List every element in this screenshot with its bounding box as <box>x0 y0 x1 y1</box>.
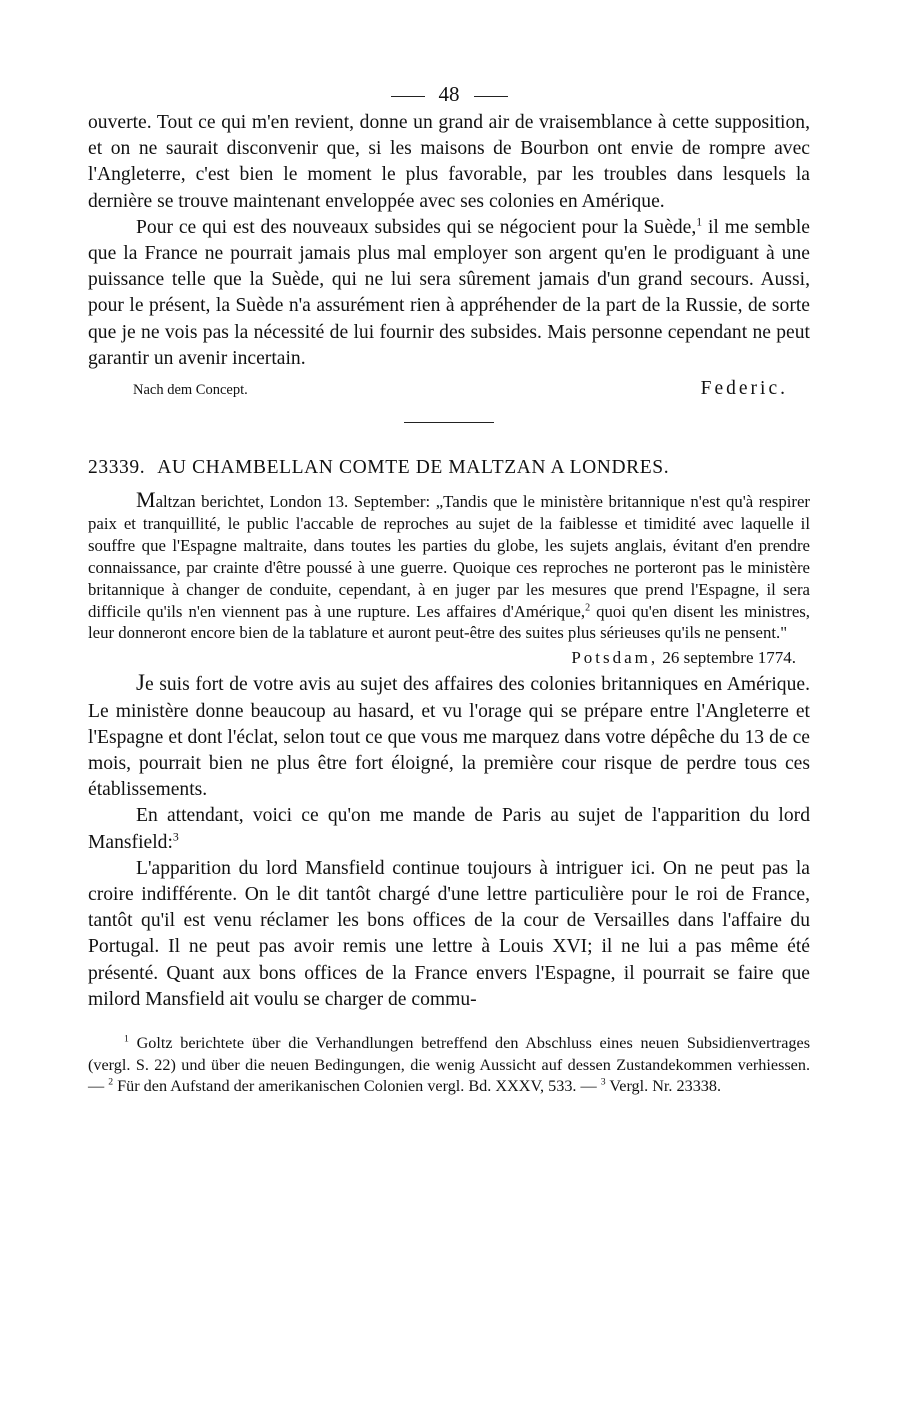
footnote-ref-1: 1 <box>696 215 703 229</box>
footnote-3-marker: 3 <box>600 1076 606 1088</box>
header-dash-right <box>474 96 508 97</box>
signature-row <box>88 378 810 400</box>
page-number: 48 <box>438 82 460 106</box>
header-dash-left <box>391 96 425 97</box>
footnote-3-text: Vergl. Nr. 23338. <box>605 1077 722 1096</box>
footnote-1-marker: 1 <box>124 1033 129 1045</box>
subsidies-paragraph <box>88 215 810 372</box>
summary-initial: M <box>136 487 156 513</box>
summary-text-a: altzan berichtet, London 13. September: „Tandis que le ministère britannique n'est qu'à respirer paix et tranquillité, le public l'accable de reproches au sujet de la faiblesse et timidité avec laquelle il souffre que l'Espagne maltraite, dans toutes les parties du globe, les sujets anglais, évitant d'en prendre connaissance, par crainte d'être poussé à une guerre. Quoique ces reproches ne porteront pas le ministère britannique à changer de conduite, cependant, à en juger par les mesures que prend l'Espagne, il sera difficile qu'ils n'en viennent pas à une rupture. Les affaires d'Amérique, <box>88 492 810 621</box>
letter-paragraph-3: L'apparition du lord Mansfield continue toujours à intriguer ici. On ne peut pas la croire indifférente. On le dit tantôt chargé d'une lettre particulière pour le roi de France, tantôt qu'il est venu réclamer les bons offices de la cour de Versailles dans l'affaire du Portugal. Il ne peut pas avoir remis une lettre à Louis XVI; il ne lui a pas même été présenté. Quant aux bons offices de la France envers l'Espagne, il pourrait se faire que milord Mansfield ait voulu se charger de commu- <box>88 857 810 1010</box>
letter-heading <box>88 457 810 479</box>
continuation-paragraph: ouverte. Tout ce qui m'en revient, donne un grand air de vraisemblance à cette supposition, et on ne saurait disconvenir que, si les maisons de Bourbon ont envie de rompre avec l'Angleterre, c'est bien le moment le plus favorable, par les troubles dans lesquels la dernière se trouve maintenant enveloppée avec ses colonies en Amérique. <box>88 112 810 212</box>
dispatch-summary <box>88 489 810 644</box>
date-place: Potsdam, <box>571 648 659 668</box>
dateline <box>88 648 810 668</box>
footnote-ref-3: 3 <box>172 830 179 844</box>
footnote-1-text: Goltz berichtete über die Verhandlungen betreffend den Abschluss eines neuen Subsidienvertrages (vergl. S. 22) und über die neuen Bedingungen, die wenig Aussicht auf dessen Zustandekommen verhiessen. — <box>88 1034 810 1096</box>
date-value: 26 septembre 1774. <box>662 648 796 668</box>
source-note: Nach dem Concept. <box>133 382 248 399</box>
footnote-block <box>88 1033 810 1098</box>
letter-paragraph-1-text: e suis fort de votre avis au sujet des affaires des colonies britanniques en Amérique. Le ministère donne beaucoup au hasard, et vu l'orage qui se prépare entre l'Angleterre et l'Espagne et dont l'éclat, selon tout ce que vous me marquez dans votre dépêche du 13 de ce mois, pourrait bien ne plus être fort éloigné, la première cour risque de perdre tous ces établissements. <box>88 674 810 801</box>
footnote-2-marker: 2 <box>108 1076 114 1088</box>
document-page <box>88 78 810 1098</box>
signature: Federic. <box>700 378 788 400</box>
letter-title: AU CHAMBELLAN COMTE DE MALTZAN A LONDRES. <box>157 457 670 479</box>
continuation-text <box>88 110 810 372</box>
letter-paragraph-2-text: En attendant, voici ce qu'on me mande de Paris au sujet de l'apparition du lord Mansfield: <box>88 805 810 853</box>
footnote-2-text: Für den Aufstand der amerikanischen Colonien vergl. Bd. XXXV, 533. — <box>113 1077 601 1096</box>
letter-number: 23339. <box>88 457 146 479</box>
subsidies-text-a: Pour ce qui est des nouveaux subsides qui se négocient pour la Suède, <box>136 216 697 238</box>
summary-text-b: quoi qu'en disent les ministres, leur donneront encore bien de la tablature et auront peut-être des suites plus sérieuses qu'ils ne pensent." <box>88 601 810 643</box>
letter-paragraph-2 <box>88 803 810 855</box>
letter-paragraph-1 <box>88 670 810 803</box>
letter-text <box>88 670 810 1013</box>
subsidies-text-b: il me semble que la France ne pourrait jamais plus mal employer son argent qu'en le prodiguant à une puissance telle que la Suède, qui ne lui sera sûrement jamais d'un grand secours. Aussi, pour le présent, la Suède n'a assurément rien à appréhender de la part de la Russie, de sorte que je ne vois pas la nécessité de lui fournir des subsides. Mais personne cependant ne peut garantir un avenir incertain. <box>88 216 810 369</box>
letter-initial: J <box>136 670 145 696</box>
page-header <box>88 78 810 110</box>
footnotes <box>88 1033 810 1098</box>
section-divider <box>404 422 494 423</box>
footnote-ref-2: 2 <box>585 601 591 613</box>
